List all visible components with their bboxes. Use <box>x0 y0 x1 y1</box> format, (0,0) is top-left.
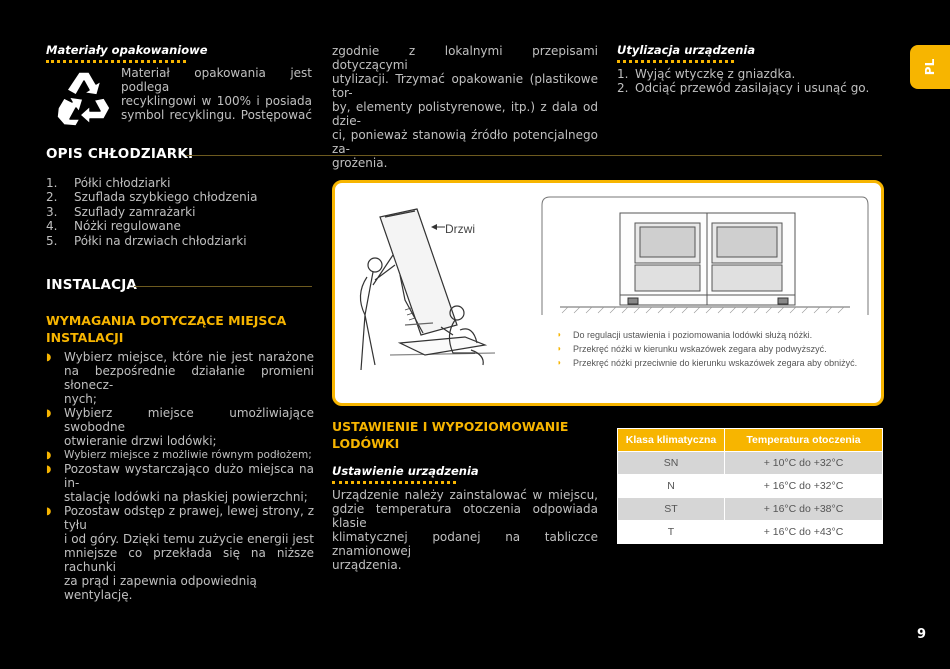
list-item <box>46 219 326 233</box>
list-num: 2. <box>46 190 58 205</box>
table-cell: + 16°C do +38°C <box>725 498 883 521</box>
list-text: Wyjąć wtyczkę z gniazdka. <box>635 67 796 81</box>
installation-subtitle <box>46 312 316 346</box>
table-cell: T <box>618 521 725 544</box>
installation-figure <box>332 180 884 406</box>
list-item <box>557 342 867 356</box>
installation-title: INSTALACJA <box>46 277 138 293</box>
leveling-title <box>332 418 602 452</box>
bullet-arrow-icon: ◗ <box>557 358 562 367</box>
list-item <box>46 350 314 406</box>
bullet-line: otwieranie drzwi lodówki; <box>64 434 217 448</box>
bullet-line: Pozostaw odstęp z prawej, lewej strony, z tyłu <box>64 504 314 532</box>
installation-subtitle-line: INSTALACJI <box>46 330 124 345</box>
list-num: 5. <box>46 233 58 248</box>
packaging-cont-line: grożenia. <box>332 156 388 170</box>
list-num: 4. <box>46 219 58 234</box>
bullet-arrow-icon: ◗ <box>46 450 52 461</box>
packaging-heading-dots <box>46 60 186 63</box>
bullet-arrow-icon: ◗ <box>46 352 52 363</box>
leveling-text-line: urządzenia. <box>332 558 402 572</box>
packaging-heading: Materiały opakowaniowe <box>46 43 208 57</box>
packaging-text-line: symbol recyklingu. Postępować <box>121 108 312 122</box>
table-row <box>618 498 883 521</box>
description-title: OPIS CHŁODZIARKI <box>46 146 194 162</box>
leveling-subheading-dots <box>332 481 456 484</box>
language-tab-label: PL <box>922 58 937 76</box>
list-item <box>617 67 887 81</box>
leveling-title-line: USTAWIENIE I WYPOZIOMOWANIE <box>332 419 569 434</box>
leveling-text-line: klimatycznej podanej na tabliczce znamionowej <box>332 530 598 558</box>
leveling-subheading: Ustawienie urządzenia <box>332 464 479 478</box>
packaging-cont-line: by, elementy polistyrenowe, itp.) z dala od dzie- <box>332 100 598 128</box>
table-row <box>618 452 883 475</box>
list-item <box>46 234 326 248</box>
installation-subtitle-line: WYMAGANIA DOTYCZĄCE MIEJSCA <box>46 313 287 328</box>
list-item <box>46 504 314 602</box>
door-label: Drzwi <box>445 222 475 236</box>
description-rule <box>186 155 882 156</box>
bullet-arrow-icon: ◗ <box>557 344 562 353</box>
list-num: 3. <box>46 204 58 219</box>
bullet-arrow-icon: ◗ <box>46 408 52 419</box>
disposal-heading-dots <box>617 60 734 63</box>
packaging-text <box>121 66 312 122</box>
table-cell: + 10°C do +32°C <box>725 452 883 475</box>
table-cell: SN <box>618 452 725 475</box>
leveling-text-line: Urządzenie należy zainstalować w miejscu, <box>332 488 598 502</box>
packaging-cont-line: ci, ponieważ stanowią źródło potencjalnego za- <box>332 128 598 156</box>
installation-bullets <box>46 350 314 602</box>
table-row <box>618 521 883 544</box>
list-text: Półki na drzwiach chłodziarki <box>74 233 247 248</box>
bullet-arrow-icon: ◗ <box>46 464 52 475</box>
fridge-feet-illustration <box>540 195 870 315</box>
feet-instructions <box>557 328 867 370</box>
leveling-text-line: gdzie temperatura otoczenia odpowiada klasie <box>332 502 598 530</box>
list-num: 2. <box>617 81 629 96</box>
table-row <box>618 475 883 498</box>
bullet-line: Wybierz miejsce umożliwiające swobodne <box>64 406 314 434</box>
table-cell: N <box>618 475 725 498</box>
list-item <box>46 462 314 504</box>
packaging-text-line: recyklingowi w 100% i posiada <box>121 94 312 108</box>
leveling-text <box>332 488 598 572</box>
bullet-arrow-icon: ◗ <box>557 330 562 339</box>
list-num: 1. <box>617 67 629 81</box>
table-header: Temperatura otoczenia <box>725 429 883 452</box>
list-text: Szuflady zamrażarki <box>74 204 196 219</box>
packaging-text-continued <box>332 44 598 170</box>
list-text: Szuflada szybkiego chłodzenia <box>74 190 258 205</box>
table-header-row <box>618 429 883 452</box>
bullet-text: Do regulacji ustawienia i poziomowania lodówki służą nóżki. <box>573 330 813 340</box>
bullet-line: na bezpośrednie działanie promieni słonecz- <box>64 364 314 392</box>
list-item <box>617 81 887 95</box>
table-cell: + 16°C do +43°C <box>725 521 883 544</box>
list-text: Odciąć przewód zasilający i usunąć go. <box>635 81 870 96</box>
table-header: Klasa klimatyczna <box>618 429 725 452</box>
list-item <box>46 190 326 204</box>
list-text: Półki chłodziarki <box>74 176 171 190</box>
list-text: Nóżki regulowane <box>74 219 181 234</box>
table-cell: + 16°C do +32°C <box>725 475 883 498</box>
bullet-line: Wybierz miejsce z możliwie równym podłożem; <box>64 449 312 461</box>
page-number: 9 <box>917 627 927 642</box>
bullet-line: Wybierz miejsce, które nie jest narażone <box>64 350 314 364</box>
disposal-list <box>617 67 887 96</box>
installation-rule <box>134 286 312 287</box>
bullet-line: za prąd i zapewnia odpowiednią wentylację. <box>64 574 257 602</box>
disposal-heading: Utylizacja urządzenia <box>617 43 756 57</box>
list-item <box>46 448 314 462</box>
bullet-line: Pozostaw wystarczająco dużo miejsca na in- <box>64 462 314 490</box>
description-list <box>46 176 326 248</box>
packaging-cont-line: zgodnie z lokalnymi przepisami dotyczącymi <box>332 44 598 72</box>
leveling-title-line: LODÓWKI <box>332 436 400 451</box>
bullet-text: Przekręć nóżki w kierunku wskazówek zegara aby podwyższyć. <box>573 344 827 354</box>
bullet-text: Przekręć nóżki przeciwnie do kierunku wskazówek zegara aby obniżyć. <box>573 358 858 368</box>
tilting-fridge-illustration <box>345 205 525 383</box>
language-tab <box>910 45 950 89</box>
packaging-text-line: Materiał opakowania jest podlega <box>121 66 312 94</box>
bullet-arrow-icon: ◗ <box>46 506 52 517</box>
bullet-line: stalację lodówki na płaskiej powierzchni; <box>64 490 308 504</box>
bullet-line: nych; <box>64 392 97 406</box>
list-item <box>557 356 867 370</box>
list-item <box>46 176 326 190</box>
table-cell: ST <box>618 498 725 521</box>
bullet-line: mniejsze co przekłada się na niższe rachunki <box>64 546 314 574</box>
list-item <box>46 205 326 219</box>
climate-class-table <box>617 428 883 544</box>
list-item <box>557 328 867 342</box>
bullet-line: i od góry. Dzięki temu zużycie energii jest <box>64 532 314 546</box>
recycle-icon <box>52 68 116 128</box>
list-item <box>46 406 314 448</box>
packaging-cont-line: utylizacji. Trzymać opakowanie (plastikowe tor- <box>332 72 598 100</box>
list-num: 1. <box>46 176 58 190</box>
